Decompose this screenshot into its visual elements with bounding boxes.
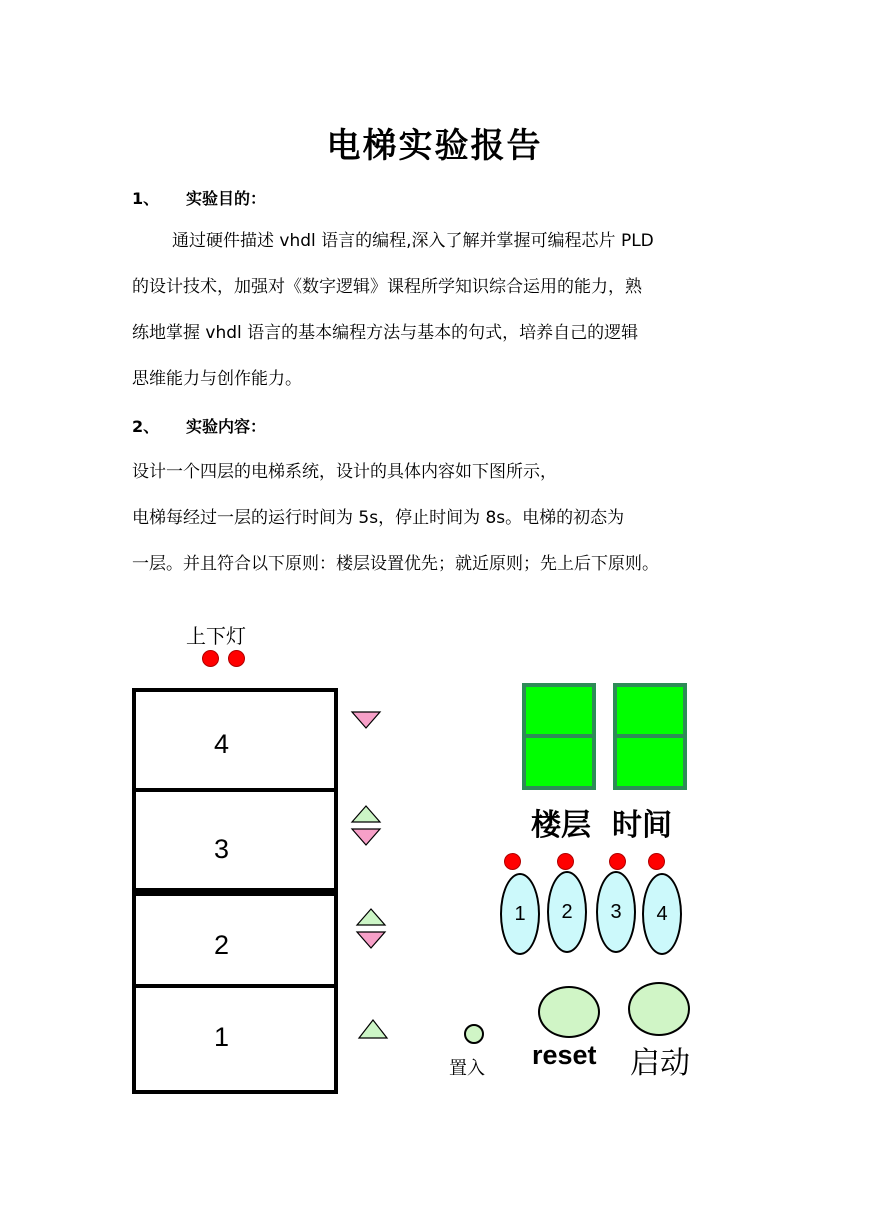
- floor-1-call-light: [504, 853, 521, 870]
- floor-4-call-light: [648, 853, 665, 870]
- floor-box-2: [132, 892, 338, 988]
- floor-number: 4: [214, 729, 230, 759]
- floor-number: 2: [214, 930, 230, 960]
- purpose-line-1: 通过硬件描述 vhdl 语言的编程,深入了解并掌握可编程芯片 PLD: [172, 231, 654, 251]
- call-arrows: [340, 700, 400, 1060]
- section-number-2: 2、: [132, 417, 160, 436]
- start-label: 启动: [630, 1046, 690, 1081]
- floor-number: 1: [214, 1022, 230, 1052]
- purpose-paragraph: [132, 218, 742, 402]
- content-line-1: 设计一个四层的电梯系统，设计的具体内容如下图所示，: [132, 462, 557, 482]
- purpose-line-3: 练地掌握 vhdl 语言的基本编程方法与基本的句式，培养自己的逻辑: [132, 323, 639, 343]
- section-title-2: 实验内容：: [186, 417, 267, 436]
- set-button[interactable]: [464, 1024, 484, 1044]
- reset-button[interactable]: [538, 986, 600, 1038]
- floor-box-4: [132, 688, 338, 792]
- floor-2-up-arrow[interactable]: [357, 909, 385, 925]
- down-light-indicator: [228, 650, 245, 667]
- section-title-1: 实验目的：: [186, 189, 267, 208]
- up-light-indicator: [202, 650, 219, 667]
- floor-button-4[interactable]: 4: [642, 873, 682, 955]
- purpose-line-4: 思维能力与创作能力。: [132, 369, 302, 389]
- floor-2-call-light: [557, 853, 574, 870]
- floor-display-label: 楼层: [531, 808, 591, 843]
- floor-3-call-light: [609, 853, 626, 870]
- content-line-2: 电梯每经过一层的运行时间为 5s，停止时间为 8s。电梯的初态为: [132, 508, 625, 528]
- set-label: 置入: [449, 1058, 485, 1079]
- floor-button-3[interactable]: 3: [596, 871, 636, 953]
- floor-box-3: [132, 788, 338, 892]
- section-heading-2: [132, 414, 266, 437]
- purpose-line-2: 的设计技术，加强对《数字逻辑》课程所学知识综合运用的能力，熟: [132, 277, 642, 297]
- floor-number: 3: [214, 834, 230, 864]
- floor-button-1[interactable]: 1: [500, 873, 540, 955]
- content-line-3: 一层。并且符合以下原则：楼层设置优先；就近原则；先上后下原则。: [132, 554, 659, 574]
- floor-4-down-arrow[interactable]: [352, 712, 380, 728]
- floor-display: [522, 683, 596, 790]
- section-number-1: 1、: [132, 189, 160, 208]
- floor-button-2[interactable]: 2: [547, 871, 587, 953]
- floor-1-up-arrow[interactable]: [359, 1020, 387, 1038]
- floor-2-down-arrow[interactable]: [357, 932, 385, 948]
- time-display-label: 时间: [612, 808, 672, 843]
- time-display: [613, 683, 687, 790]
- floor-box-1: [132, 984, 338, 1094]
- lights-label: 上下灯: [186, 624, 246, 648]
- floor-3-down-arrow[interactable]: [352, 829, 380, 845]
- floor-3-up-arrow[interactable]: [352, 806, 380, 822]
- section-heading-1: [132, 186, 266, 209]
- reset-label: reset: [532, 1040, 597, 1070]
- start-button[interactable]: [628, 982, 690, 1036]
- page-title: 电梯实验报告: [326, 126, 543, 166]
